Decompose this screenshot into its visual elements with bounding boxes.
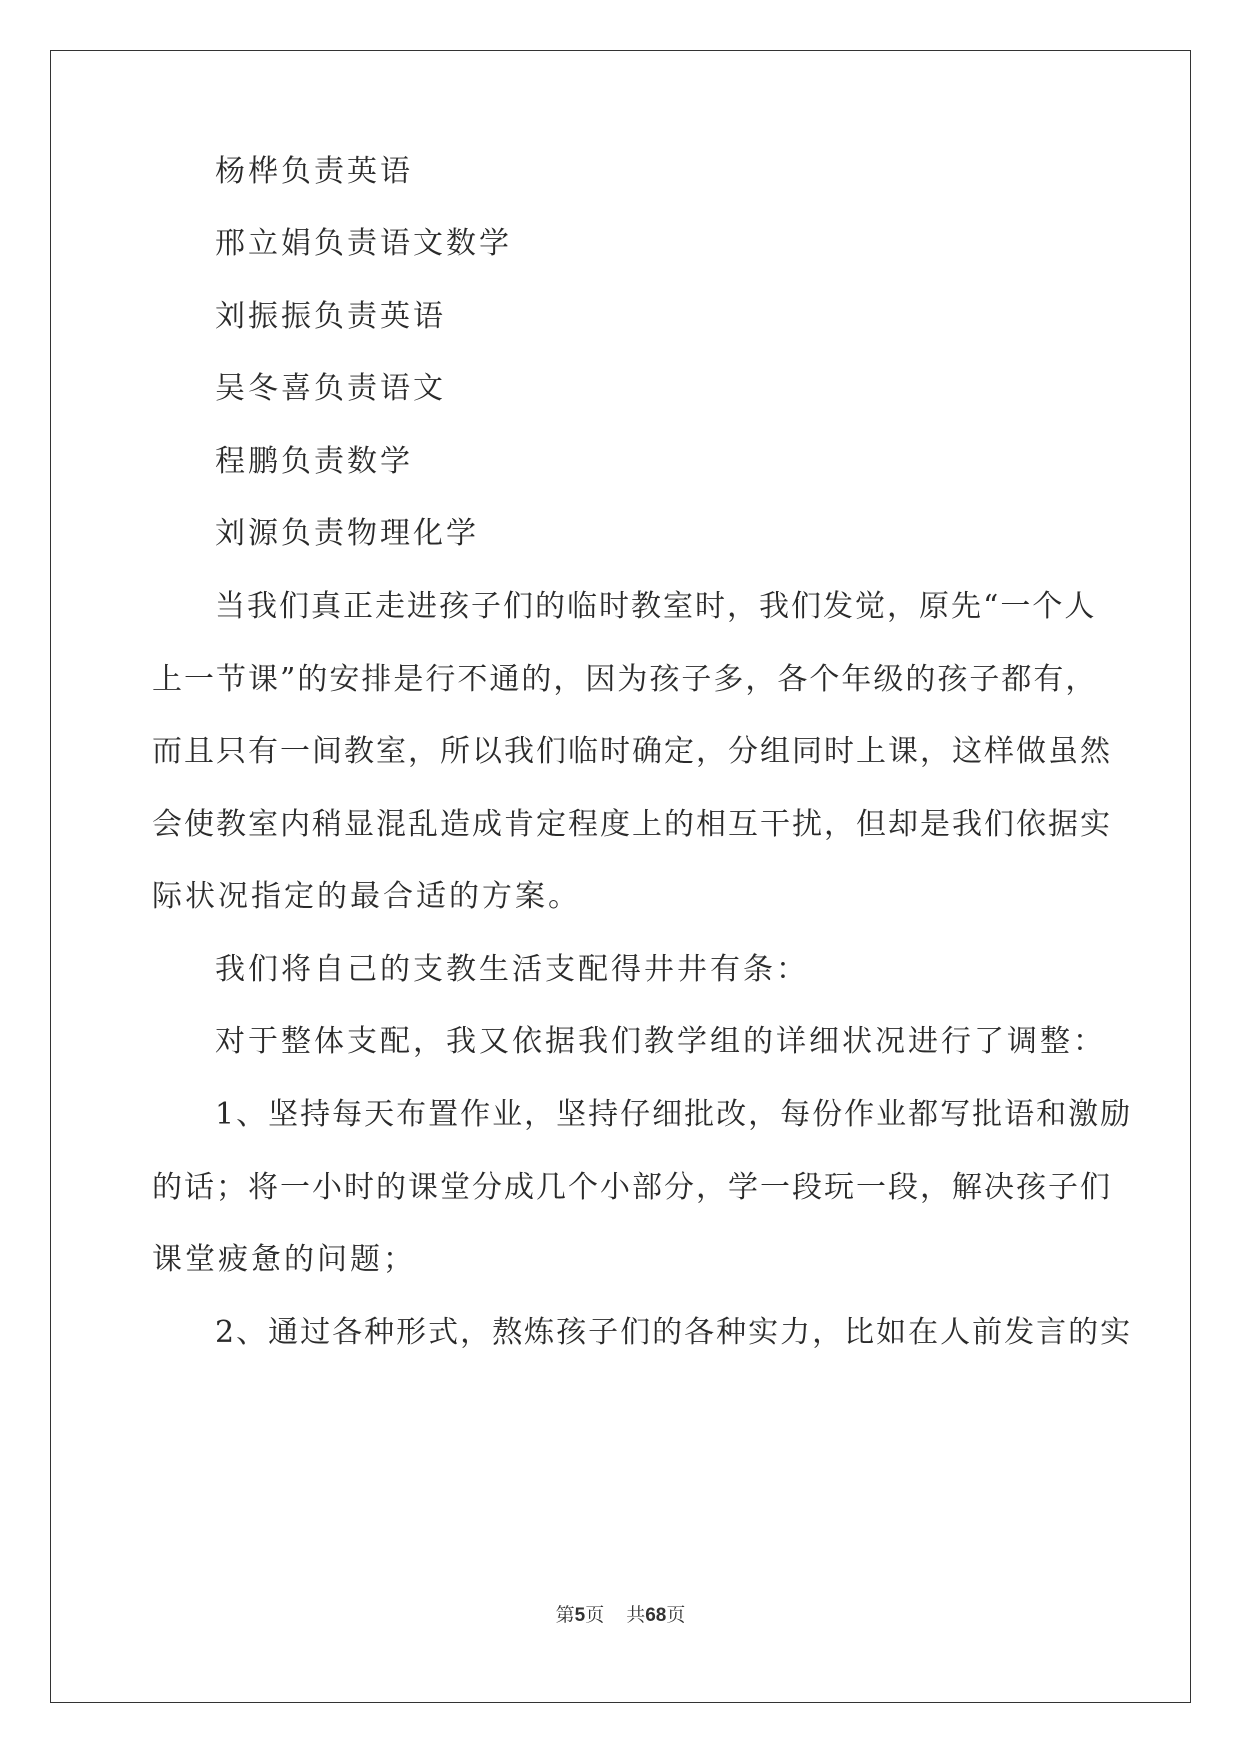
paragraph-line: 1、坚持每天布置作业，坚持仔细批改，每份作业都写批语和激励 xyxy=(215,1097,1133,1132)
paragraph-line: 的话；将一小时的课堂分成几个小部分，学一段玩一段，解决孩子们 xyxy=(152,1170,1112,1205)
paragraph-line: 我们将自己的支教生活支配得井井有条： xyxy=(215,952,809,987)
paragraph-line: 课堂疲惫的问题； xyxy=(152,1242,416,1277)
footer-page-suffix: 页 xyxy=(585,1604,605,1626)
paragraph-line: 会使教室内稍显混乱造成肯定程度上的相互干扰，但却是我们依据实 xyxy=(152,807,1112,842)
paragraph-line: 上一节课”的安排是行不通的，因为孩子多，各个年级的孩子都有， xyxy=(152,662,1098,697)
paragraph-line: 际状况指定的最合适的方案。 xyxy=(152,879,581,914)
paragraph-line: 2、通过各种形式，熬炼孩子们的各种实力，比如在人前发言的实 xyxy=(215,1315,1133,1350)
text-line: 程鹏负责数学 xyxy=(215,444,413,479)
text-line: 邢立娟负责语文数学 xyxy=(215,226,512,261)
paragraph-line: 当我们真正走进孩子们的临时教室时，我们发觉，原先“一个人 xyxy=(215,589,1097,624)
text-line: 吴冬喜负责语文 xyxy=(215,371,446,406)
text-line: 刘振振负责英语 xyxy=(215,299,446,334)
total-pages: 68 xyxy=(645,1605,667,1626)
footer-total-prefix: 共 xyxy=(626,1604,646,1626)
text-line: 杨桦负责英语 xyxy=(215,154,413,189)
text-line: 刘源负责物理化学 xyxy=(215,516,479,551)
footer-prefix: 第 xyxy=(555,1604,575,1626)
paragraph-line: 而且只有一间教室，所以我们临时确定，分组同时上课，这样做虽然 xyxy=(152,734,1112,769)
page-number: 5 xyxy=(574,1605,586,1626)
footer-total-suffix: 页 xyxy=(666,1604,686,1626)
paragraph-line: 对于整体支配，我又依据我们教学组的详细状况进行了调整： xyxy=(215,1024,1106,1059)
page-footer xyxy=(0,1602,1241,1629)
